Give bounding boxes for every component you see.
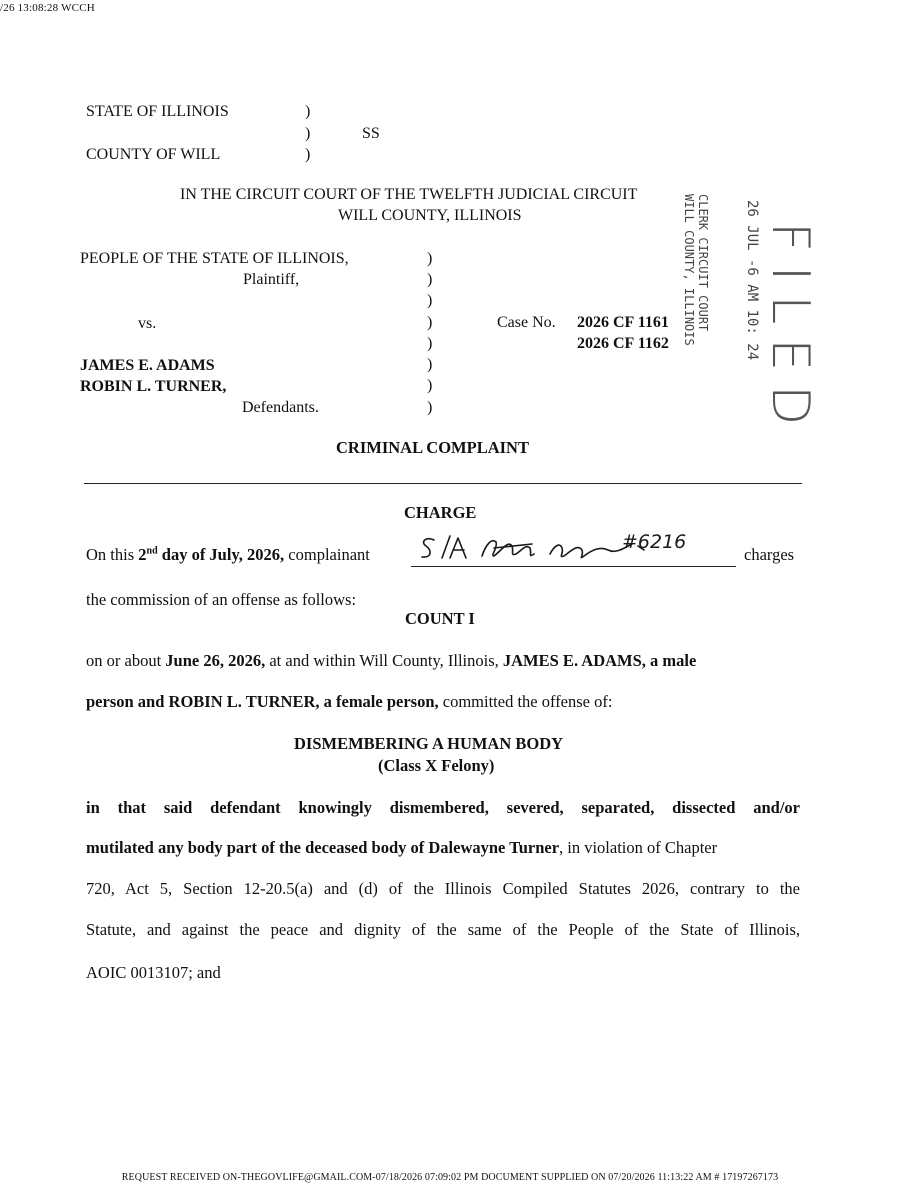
count-body-line4: Statute, and against the peace and dignity of the same of the People of the State of Illinois,	[86, 920, 800, 939]
caption-paren: )	[305, 103, 311, 120]
count-paragraph-line2	[86, 692, 612, 712]
request-footer: REQUEST RECEIVED ON-THEGOVLIFE@GMAIL.COM-07/18/2026 07:09:02 PM DOCUMENT SUPPLIED ON 07/20/2026 11:13:22 AM # 17197267173	[121, 1172, 779, 1183]
offense-date: June 26, 2026,	[165, 651, 266, 670]
charge-heading: CHARGE	[404, 503, 477, 522]
document-title: CRIMINAL COMPLAINT	[336, 438, 529, 457]
parties-paren: )	[427, 271, 433, 288]
court-heading-line2: WILL COUNTY, ILLINOIS	[338, 207, 522, 224]
charge-day-suffix: nd	[146, 545, 158, 557]
count-body-line1: in that said defendant knowingly dismembered, severed, separated, dissected and/or	[86, 798, 800, 817]
case-number-label: Case No.	[497, 314, 556, 331]
signature-line	[411, 566, 736, 567]
parties-paren: )	[427, 377, 433, 394]
caption-ss: SS	[362, 125, 380, 142]
case-number-1: 2026 CF 1161	[577, 314, 669, 331]
charge-day-number: 2	[138, 545, 147, 564]
defendant-2: ROBIN L. TURNER,	[80, 378, 227, 395]
plaintiff-role: Plaintiff,	[243, 271, 300, 288]
fax-header: /26 13:08:28 WCCH	[0, 2, 95, 14]
victim-clause: mutilated any body part of the deceased body of Dalewayne Turner	[86, 838, 560, 857]
count-body-line5: AOIC 0013107; and	[86, 963, 221, 982]
case-number-2: 2026 CF 1162	[577, 335, 669, 352]
caption-paren: )	[305, 146, 311, 163]
versus-label: vs.	[138, 315, 157, 332]
complainant-signature	[412, 528, 742, 568]
defendant-role: Defendants.	[242, 399, 319, 416]
plaintiff-name: PEOPLE OF THE STATE OF ILLINOIS,	[80, 250, 349, 267]
court-heading-line1: IN THE CIRCUIT COURT OF THE TWELFTH JUDICIAL CIRCUIT	[180, 186, 638, 203]
title-divider	[84, 483, 802, 484]
defendant-1-desc: JAMES E. ADAMS, a male	[502, 651, 697, 670]
parties-paren: )	[427, 292, 433, 309]
violation-clause: , in violation of Chapter	[559, 838, 718, 857]
clerk-stamp-line1: CLERK CIRCUIT COURT	[696, 194, 710, 332]
complainant-badge: #6216	[622, 531, 687, 553]
filed-stamp-datetime: 26 JUL -6 AM 10: 24	[744, 200, 760, 361]
caption-state: STATE OF ILLINOIS	[86, 103, 229, 120]
charge-offense-line: the commission of an offense as follows:	[86, 590, 357, 609]
count-body-line2	[86, 838, 717, 858]
parties-paren: )	[427, 250, 433, 267]
caption-county: COUNTY OF WILL	[86, 146, 221, 163]
parties-paren: )	[427, 335, 433, 352]
parties-paren: )	[427, 399, 433, 416]
defendant-2-desc: person and ROBIN L. TURNER, a female person,	[86, 692, 439, 711]
defendant-1: JAMES E. ADAMS	[80, 357, 215, 374]
clerk-stamp-line2: WILL COUNTY, ILLINOIS	[682, 194, 696, 346]
caption-paren: )	[305, 125, 311, 142]
charge-intro-complainant: complainant	[288, 545, 370, 564]
parties-paren: )	[427, 356, 433, 373]
offense-class: (Class X Felony)	[378, 756, 495, 775]
charge-intro	[86, 545, 370, 565]
filed-stamp: FILED	[760, 222, 820, 440]
offense-name: DISMEMBERING A HUMAN BODY	[294, 734, 564, 753]
count-committed: committed the offense of:	[442, 692, 613, 711]
count-pre: on or about	[86, 651, 162, 670]
charge-intro-charges: charges	[744, 545, 795, 564]
count-body-line3: 720, Act 5, Section 12-20.5(a) and (d) of the Illinois Compiled Statutes 2026, contrary to the	[86, 879, 800, 898]
charge-intro-date: day of July, 2026,	[161, 545, 285, 564]
charge-intro-on-this: On this	[86, 545, 135, 564]
count-location: at and within Will County, Illinois,	[269, 651, 499, 670]
count-paragraph-line1	[86, 651, 696, 671]
parties-paren: )	[427, 314, 433, 331]
count-heading: COUNT I	[405, 609, 475, 628]
